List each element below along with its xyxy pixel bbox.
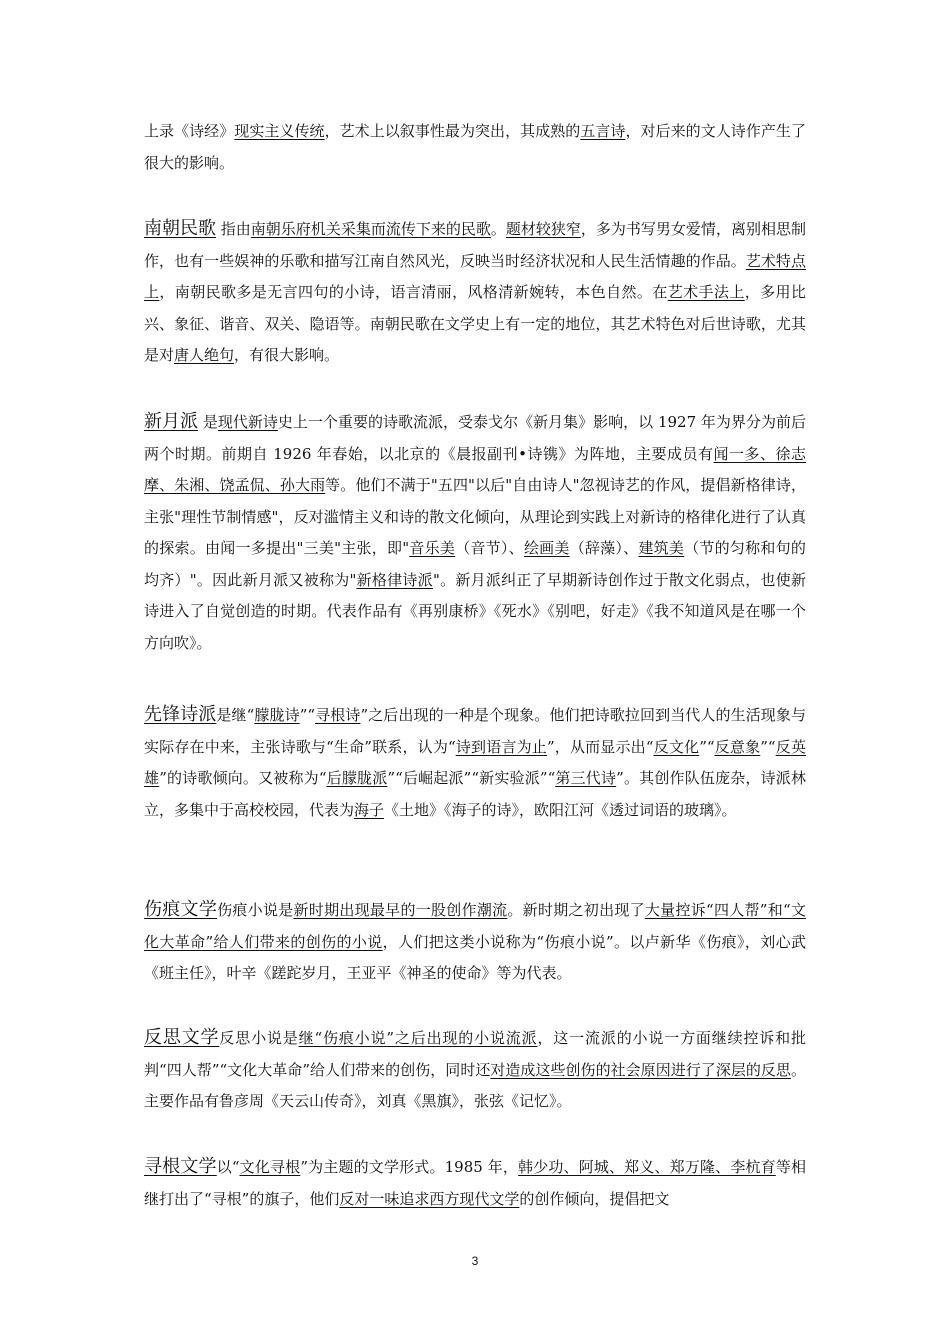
underlined-phrase: 闻一多、徐志摩、朱湘、饶孟侃、孙大雨 — [144, 444, 806, 494]
paragraph-xianfeng-shipai: 先锋诗派是继“朦胧诗”“寻根诗”之后出现的一种是个现象。他们把诗歌拉回到当代人的生活现象与实际存在中来，主张诗歌与“生命”联系，认为“诗到语言为止”，从而显示出“反文化”“反意象”“反英雄”的诗歌倾向。又被称为“后朦胧派”“后崛起派”“新实验派”“第三代诗”。其创作队伍庞杂，诗派林立，多集中于高校校园，代表为海子《土地》《海子的诗》，欧阳江河《透过词语的玻璃》。 — [144, 704, 806, 819]
paragraph-shanghen-wenxue: 伤痕文学伤痕小说是新时期出现最早的一股创作潮流。新时期之初出现了大量控诉“四人帮”和“文化大革命”给人们带来的创伤的小说，人们把这类小说称为“伤痕小说”。以卢新华《伤痕》，刘心武《班主任》，叶辛《蹉跎岁月，王亚平《神圣的使命》等为代表。 — [144, 899, 807, 982]
underlined-phrase: 绘画美 — [523, 539, 570, 557]
underlined-phrase: 诗到语言为止 — [455, 737, 547, 756]
term-heading: 伤痕文学 — [144, 899, 218, 920]
underlined-phrase: 继“伤痕小说”之后出现的小说流派 — [298, 1029, 538, 1047]
underlined-phrase: 音乐美 — [409, 539, 456, 557]
term-heading: 南朝民歌 — [144, 218, 217, 239]
paragraph-xungen-wenxue: 寻根文学以“文化寻根”为主题的文学形式。1985 年，韩少功、阿城、郑义、郑万隆、李杭育等相继打出了“寻根”的旗子，他们反对一味追求西方现代文学的创作倾向，提倡把文 — [144, 1156, 806, 1208]
underlined-phrase: 五言诗 — [580, 122, 626, 140]
term-heading: 新月派 — [144, 411, 199, 432]
underlined-phrase: 题材较狭窄 — [505, 220, 581, 238]
underlined-phrase: 反对一味追求西方现代文学 — [339, 1189, 520, 1208]
paragraph-fansi-wenxue: 反思文学反思小说是继“伤痕小说”之后出现的小说流派，这一流派的小说一方面继续控诉和批判“四人帮”“文化大革命”给人们带来的创伤，同时还对造成这些创伤的社会原因进行了深层的反思。主要作品有鲁彦周《天云山传奇》，刘真《黑旗》，张弦《记忆》。 — [144, 1027, 806, 1110]
underlined-phrase: 大量控诉“四人帮”和“文化大革命”给人们带来的创伤的小说 — [144, 901, 806, 951]
underlined-phrase: 后朦胧派 — [326, 769, 388, 787]
page-number: 3 — [471, 1254, 479, 1268]
underlined-phrase: 反文化 — [653, 737, 700, 756]
underlined-phrase: 海子 — [354, 800, 385, 819]
paragraph-xinyuepai: 新月派 是现代新诗史上一个重要的诗歌流派，受泰戈尔《新月集》影响，以 1927 年为界分为前后两个时期。前期自 1926 年春始，以北京的《晨报副刊•诗镌》为阵地，主要成员有闻一多、徐志摩、朱湘、饶孟侃、孙大雨等。他们不满于"五四"以后"自由诗人"忽视诗艺的作风，提倡新格律诗，主张"理性节制情感"，反对滥情主义和诗的散文化倾向，从理论到实践上对新诗的格律化进行了认真的探索。由闻一多提出"三美"主张，即"音乐美（音节）、绘画美（辞藻）、建筑美（节的匀称和句的均齐）"。因此新月派又被称为"新格律诗派"。新月派纠正了早期新诗创作过于散文化弱点，也使新诗进入了自觉创造的时期。代表作品有《再别康桥》《死水》《别吧，好走》《我不知道风是在哪一个方向吹》。 — [144, 411, 806, 652]
underlined-phrase: 艺术手法上 — [667, 283, 745, 301]
term-heading: 反思文学 — [144, 1027, 220, 1048]
term-heading: 寻根文学 — [144, 1156, 217, 1177]
underlined-phrase: 新格律诗派 — [356, 570, 433, 589]
underlined-phrase: 文化寻根 — [239, 1158, 301, 1176]
paragraph-yuefu-continued: 上录《诗经》现实主义传统，艺术上以叙事性最为突出，其成熟的五言诗，对后来的文人诗作产生了很大的影响。 — [144, 122, 806, 172]
underlined-phrase: 反英雄 — [144, 737, 806, 787]
term-heading: 先锋诗派 — [144, 704, 217, 725]
underlined-phrase: 对造成这些创伤的社会原因进行了深层的反思 — [490, 1060, 791, 1079]
underlined-phrase: 艺术特点上 — [144, 251, 806, 301]
paragraph-nanchao-minge: 南朝民歌 指由南朝乐府机关采集而流传下来的民歌。题材较狭窄，多为书写男女爱情，离别相思制作，也有一些娱神的乐歌和描写江南自然风光，反映当时经济状况和人民生活情趣的作品。艺术特点上，南朝民歌多是无言四句的小诗，语言清丽，风格清新婉转，本色自然。在艺术手法上，多用比兴、象征、谐音、双关、隐语等。南朝民歌在文学史上有一定的地位，其艺术特色对后世诗歌，尤其是对唐人绝句，有很大影响。 — [144, 218, 806, 364]
underlined-phrase: 现代新诗 — [217, 413, 278, 431]
underlined-phrase: 朦胧诗 — [254, 706, 300, 724]
underlined-phrase: 韩少功、阿城、郑义、郑万隆、李杭育 — [518, 1158, 776, 1176]
underlined-phrase: 现实主义传统 — [234, 122, 325, 140]
underlined-phrase: 第三代诗 — [555, 769, 617, 787]
underlined-phrase: 唐人绝句 — [174, 346, 235, 364]
underlined-phrase: 南朝乐府机关采集而流传下来的民歌 — [250, 220, 491, 238]
underlined-phrase: 寻根诗 — [315, 706, 361, 724]
underlined-phrase: 新时期出现最早的一股创作潮流 — [293, 901, 508, 919]
underlined-phrase: 建筑美 — [638, 539, 685, 557]
underlined-phrase: 反意象 — [714, 737, 761, 756]
